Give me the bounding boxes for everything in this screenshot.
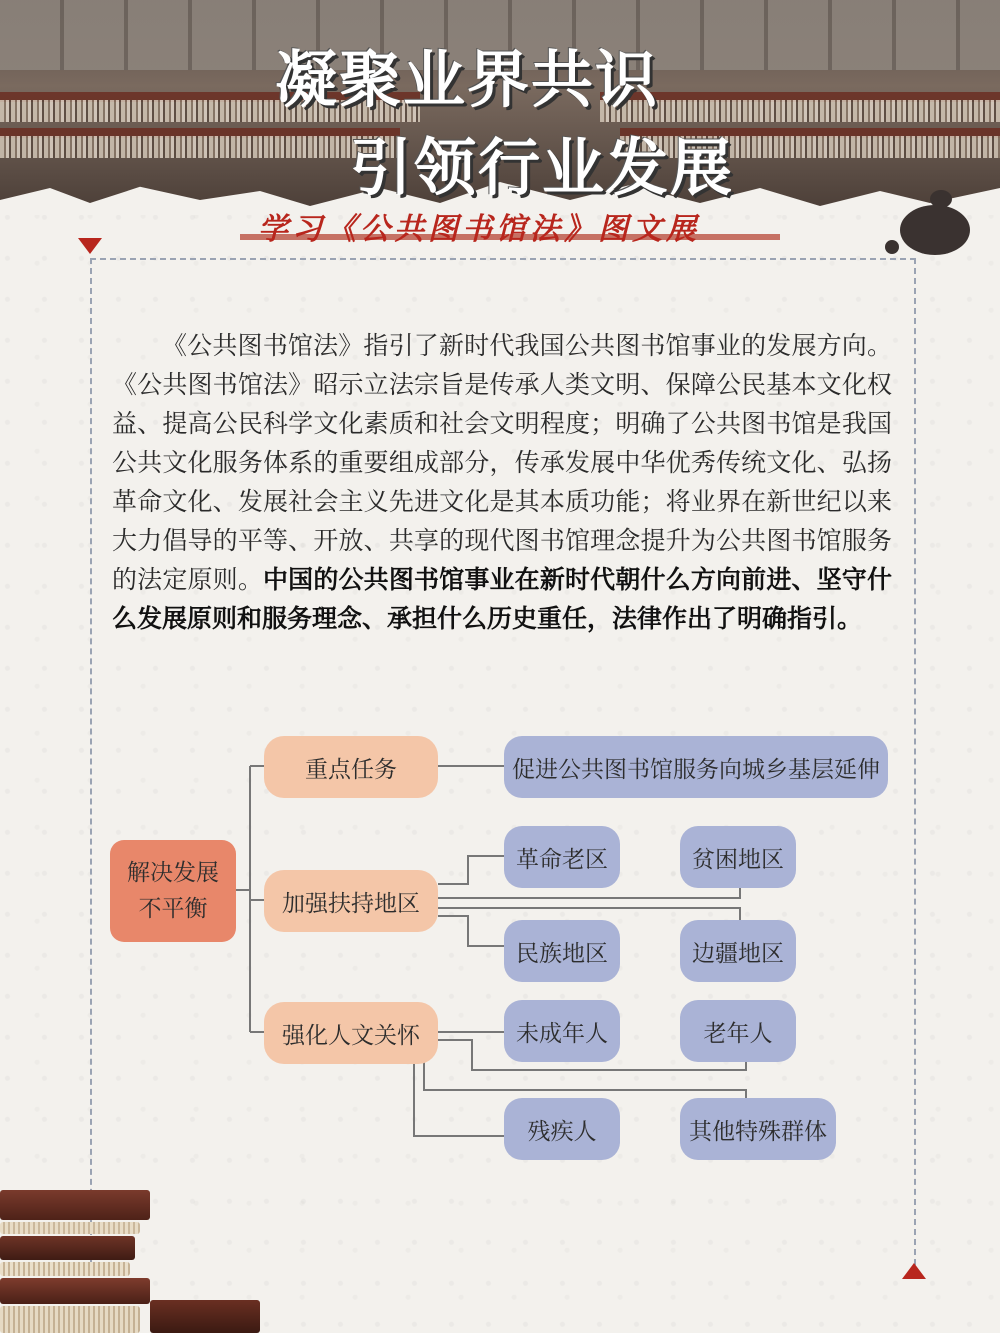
triangle-up-icon bbox=[902, 1263, 926, 1279]
branch-node-support-regions: 加强扶持地区 bbox=[264, 870, 438, 932]
title-line-2: 引领行业发展 bbox=[350, 131, 735, 204]
triangle-down-icon bbox=[78, 238, 102, 254]
root-line-1: 解决发展 bbox=[127, 860, 219, 886]
leaf-node: 贫困地区 bbox=[680, 826, 796, 888]
leaf-node: 老年人 bbox=[680, 1000, 796, 1062]
paragraph-normal-text: 《公共图书馆法》指引了新时代我国公共图书馆事业的发展方向。《公共图书馆法》昭示立法宗旨是传承人类文明、保障公民基本文化权益、提高公民科学文化素质和社会文明程度；明确了公共图书馆是我国公共文化服务体系的重要组成部分，传承发展中华优秀传统文化、弘扬革命文化、发展社会主义先进文化是其本质功能；将业界在新世纪以来大力倡导的平等、开放、共享的现代图书馆理念提升为公共图书馆服务的法定原则。 bbox=[112, 331, 892, 594]
book bbox=[0, 1236, 135, 1260]
leaf-node: 促进公共图书馆服务向城乡基层延伸 bbox=[504, 736, 888, 798]
book bbox=[0, 1278, 150, 1304]
intro-paragraph bbox=[112, 326, 892, 638]
ink-dot bbox=[930, 190, 952, 208]
book-pages bbox=[0, 1222, 140, 1234]
banner-books bbox=[0, 136, 400, 158]
branch-node-key-task: 重点任务 bbox=[264, 736, 438, 798]
book bbox=[150, 1300, 260, 1333]
ink-dot bbox=[885, 240, 899, 254]
leaf-node: 未成年人 bbox=[504, 1000, 620, 1062]
diagram-root-node bbox=[110, 840, 236, 942]
leaf-node: 革命老区 bbox=[504, 826, 620, 888]
root-line-2: 不平衡 bbox=[138, 896, 208, 922]
branch-node-humanistic-care: 强化人文关怀 bbox=[264, 1002, 438, 1064]
leaf-node: 边疆地区 bbox=[680, 920, 796, 982]
paragraph-bold-text: 中国的公共图书馆事业在新时代朝什么方向前进、坚守什么发展原则和服务理念、承担什么历史重任，法律作出了明确指引。 bbox=[112, 565, 892, 633]
leaf-node: 其他特殊群体 bbox=[680, 1098, 836, 1160]
title-line-1: 凝聚业界共识 bbox=[275, 43, 660, 116]
book-pages bbox=[0, 1262, 130, 1276]
subtitle: 学习《公共图书馆法》图文展 bbox=[258, 212, 700, 247]
book bbox=[0, 1190, 150, 1220]
leaf-node: 残疾人 bbox=[504, 1098, 620, 1160]
leaf-node: 民族地区 bbox=[504, 920, 620, 982]
book-pages bbox=[0, 1306, 140, 1333]
ink-splash bbox=[900, 205, 970, 255]
subtitle-block bbox=[240, 200, 800, 252]
